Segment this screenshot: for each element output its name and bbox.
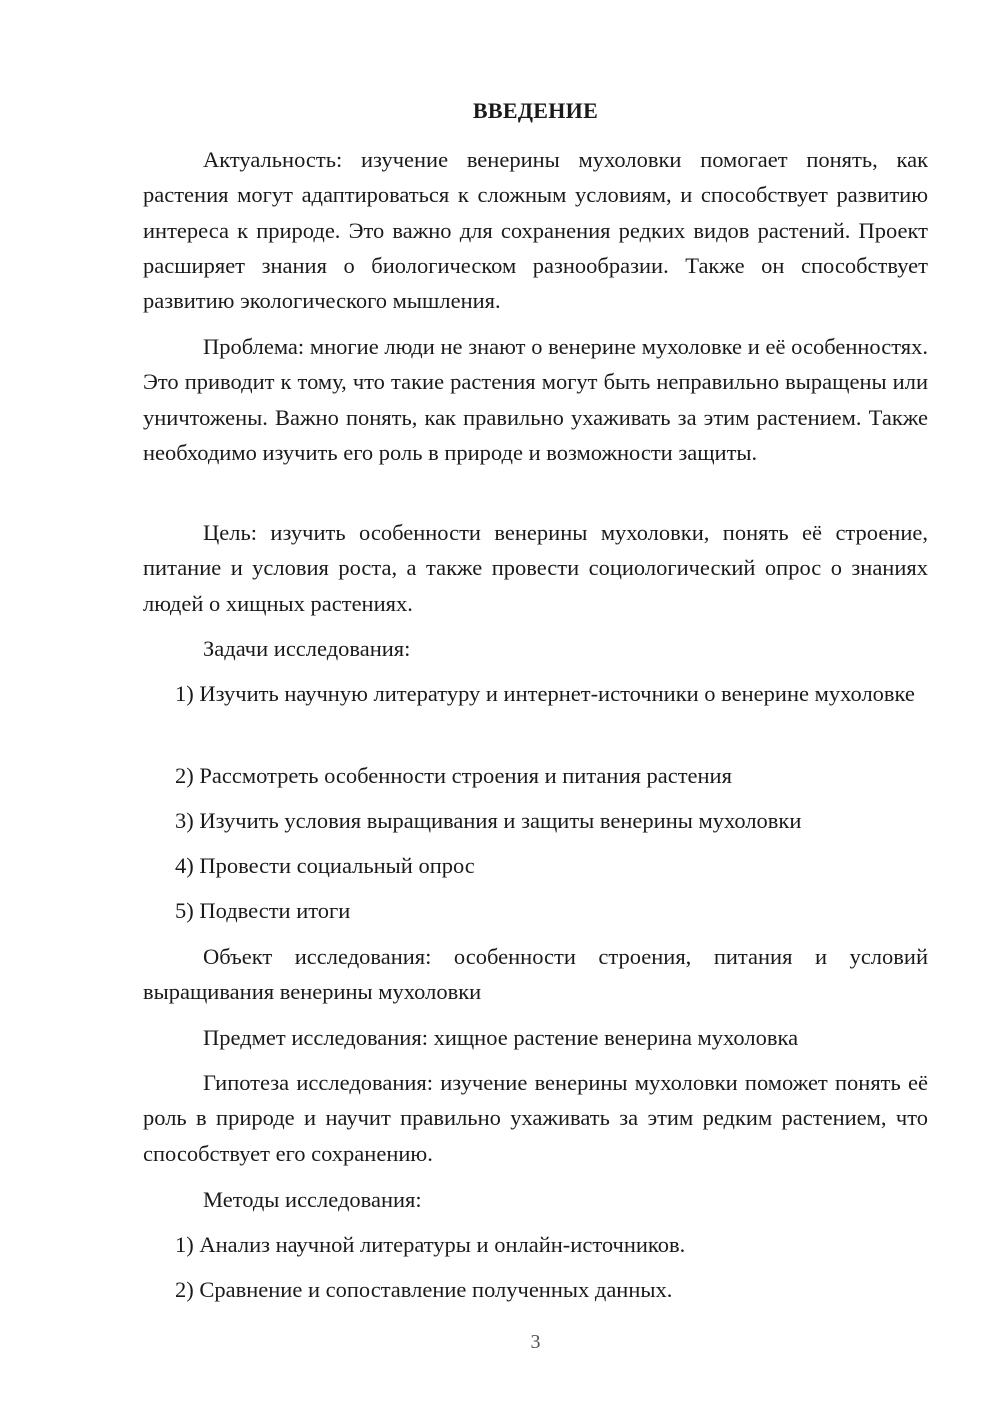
object-paragraph: Объект исследования: особенности строения, питания и условий выращивания венерины мухоловки (143, 944, 928, 1005)
problem-paragraph: Проблема: многие люди не знают о венерине мухоловке и её особенностях. Это приводит к тому, что такие растения могут быть неправильно выращены или уничтожены. Важно понять, как правильно ухаживать за этим растением. Также необходимо изучить его роль в природе и возможности защиты. (143, 334, 928, 465)
task-item-2: 2) Рассмотреть особенности строения и питания растения (175, 763, 732, 788)
page-number: 3 (530, 1331, 541, 1353)
tasks-heading: Задачи исследования: (203, 636, 411, 661)
task-item-1: 1) Изучить научную литературу и интернет-источники о венерине мухоловке (175, 681, 915, 706)
task-item-3: 3) Изучить условия выращивания и защиты венерины мухоловки (175, 808, 802, 833)
method-item-2: 2) Сравнение и сопоставление полученных данных. (175, 1277, 673, 1302)
relevance-paragraph: Актуальность: изучение венерины мухоловки помогает понять, как растения могут адаптироваться к сложным условиям, и способствует развитию интереса к природе. Это важно для сохранения редких видов растений. Проект расширяет знания о биологическом разнообразии. Также он способствует развитию экологического мышления. (143, 147, 928, 314)
method-item-1: 1) Анализ научной литературы и онлайн-источников. (175, 1232, 686, 1257)
task-item-4: 4) Провести социальный опрос (175, 853, 475, 878)
document-page (143, 0, 928, 1414)
subject-paragraph: Предмет исследования: хищное растение венерина мухоловка (203, 1025, 799, 1050)
hypothesis-paragraph: Гипотеза исследования: изучение венерины мухоловки поможет понять её роль в природе и научит правильно ухаживать за этим редким растением, что способствует его сохранению. (143, 1070, 928, 1166)
goal-paragraph: Цель: изучить особенности венерины мухоловки, понять её строение, питание и условия роста, а также провести социологический опрос о знаниях людей о хищных растениях. (143, 520, 928, 616)
task-item-5: 5) Подвести итоги (175, 898, 351, 923)
section-title: ВВЕДЕНИЕ (472, 98, 599, 123)
methods-heading: Методы исследования: (203, 1187, 422, 1212)
